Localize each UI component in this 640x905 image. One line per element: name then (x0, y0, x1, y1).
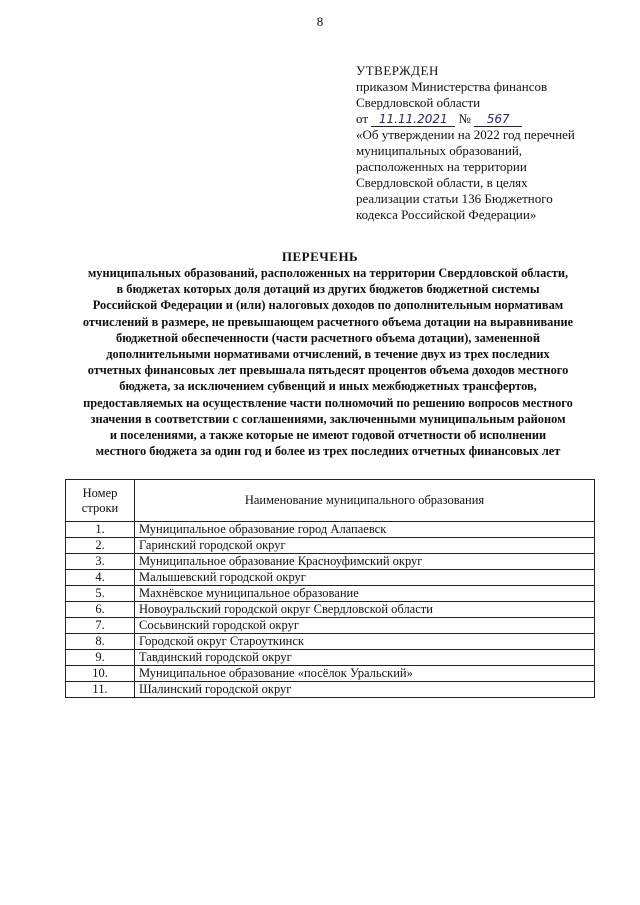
date-prefix: от (356, 111, 369, 126)
row-number: 3. (66, 554, 135, 570)
approval-subject-line: Свердловской области, в целях (356, 175, 528, 190)
municipality-name: Гаринский городской округ (135, 538, 595, 554)
header-municipality-name: Наименование муниципального образования (135, 480, 595, 522)
row-number: 11. (66, 682, 135, 698)
approval-subject-line: муниципальных образований, (356, 143, 523, 158)
table-row (66, 650, 595, 666)
table-row (66, 602, 595, 618)
subtitle-line: муниципальных образований, расположенных на территории Свердловской области, (87, 266, 569, 280)
municipality-name: Махнёвское муниципальное образование (135, 586, 595, 602)
subtitle-line: отчетных финансовых лет превышала пятьдесят процентов объема доходов местного (87, 363, 569, 378)
table-row (66, 666, 595, 682)
row-number: 8. (66, 634, 135, 650)
row-number: 4. (66, 570, 135, 586)
header-num-line: строки (81, 500, 119, 515)
header-num-line: Номер (82, 485, 118, 500)
approval-block (356, 63, 626, 223)
approval-subject-line: «Об утверждении на 2022 год перечней (356, 127, 575, 142)
subtitle-line: бюджетной обеспеченности (части расчетного объема дотации), замененной (116, 330, 540, 345)
row-number: 2. (66, 538, 135, 554)
table-row (66, 634, 595, 650)
municipality-name: Муниципальное образование город Алапаевск (135, 522, 595, 538)
table-row (66, 554, 595, 570)
approval-date-line (356, 111, 626, 127)
subtitle-line: Российской Федерации и (или) налоговых доходов по дополнительным нормативам (92, 298, 564, 313)
row-number: 10. (66, 666, 135, 682)
table-row (66, 522, 595, 538)
subtitle-line: и поселениями, а также которые не имеют годовой отчетности об исполнении (109, 428, 547, 443)
page-number: 8 (316, 14, 324, 29)
approval-subject-line: кодекса Российской Федерации» (356, 207, 537, 222)
municipality-name: Муниципальное образование Красноуфимский округ (135, 554, 595, 570)
table-row (66, 538, 595, 554)
municipalities-table (65, 479, 595, 698)
table-header-row (66, 480, 595, 522)
municipality-name: Муниципальное образование «посёлок Уральский» (135, 666, 595, 682)
approval-heading: УТВЕРЖДЕН (356, 63, 439, 78)
table-row (66, 618, 595, 634)
approval-subject-line: расположенных на территории (356, 159, 527, 174)
row-number: 1. (66, 522, 135, 538)
municipality-name: Малышевский городской округ (135, 570, 595, 586)
row-number: 9. (66, 650, 135, 666)
subtitle-line: предоставляемых на осуществление части полномочий по решению вопросов местного (83, 395, 573, 410)
subtitle-line: дополнительными нормативами отчислений, в течение двух из трех последних (106, 347, 550, 362)
handwritten-date: 11.11.2021 (371, 112, 455, 127)
subtitle-line: местного бюджета за один год и более из трех последних отчетных финансовых лет (95, 444, 561, 459)
subtitle-line: отчислений в размере, не превышающем расчетного объема дотации на выравнивание (82, 314, 574, 329)
municipality-name: Городской округ Староуткинск (135, 634, 595, 650)
header-row-number (66, 480, 135, 522)
approval-line: Свердловской области (356, 95, 481, 110)
document-subtitle (62, 265, 594, 459)
document-title: ПЕРЕЧЕНЬ (281, 249, 359, 264)
subtitle-line: бюджета, за исключением субвенций и иных межбюджетных трансфертов, (119, 379, 537, 394)
row-number: 5. (66, 586, 135, 602)
approval-line: приказом Министерства финансов (356, 79, 548, 94)
municipality-name: Новоуральский городской округ Свердловской области (135, 602, 595, 618)
table-row (66, 586, 595, 602)
municipality-name: Сосьвинский городской округ (135, 618, 595, 634)
table-row (66, 570, 595, 586)
table-row (66, 682, 595, 698)
number-prefix: № (458, 111, 471, 126)
municipality-name: Тавдинский городской округ (135, 650, 595, 666)
row-number: 6. (66, 602, 135, 618)
subtitle-line: в бюджетах которых доля дотаций из других бюджетов бюджетной системы (116, 282, 540, 297)
row-number: 7. (66, 618, 135, 634)
subtitle-line: значения в соответствии с соглашениями, заключенными муниципальным районом (90, 411, 566, 426)
municipality-name: Шалинский городской округ (135, 682, 595, 698)
approval-subject-line: реализации статьи 136 Бюджетного (356, 191, 553, 206)
handwritten-number: 567 (474, 112, 522, 127)
